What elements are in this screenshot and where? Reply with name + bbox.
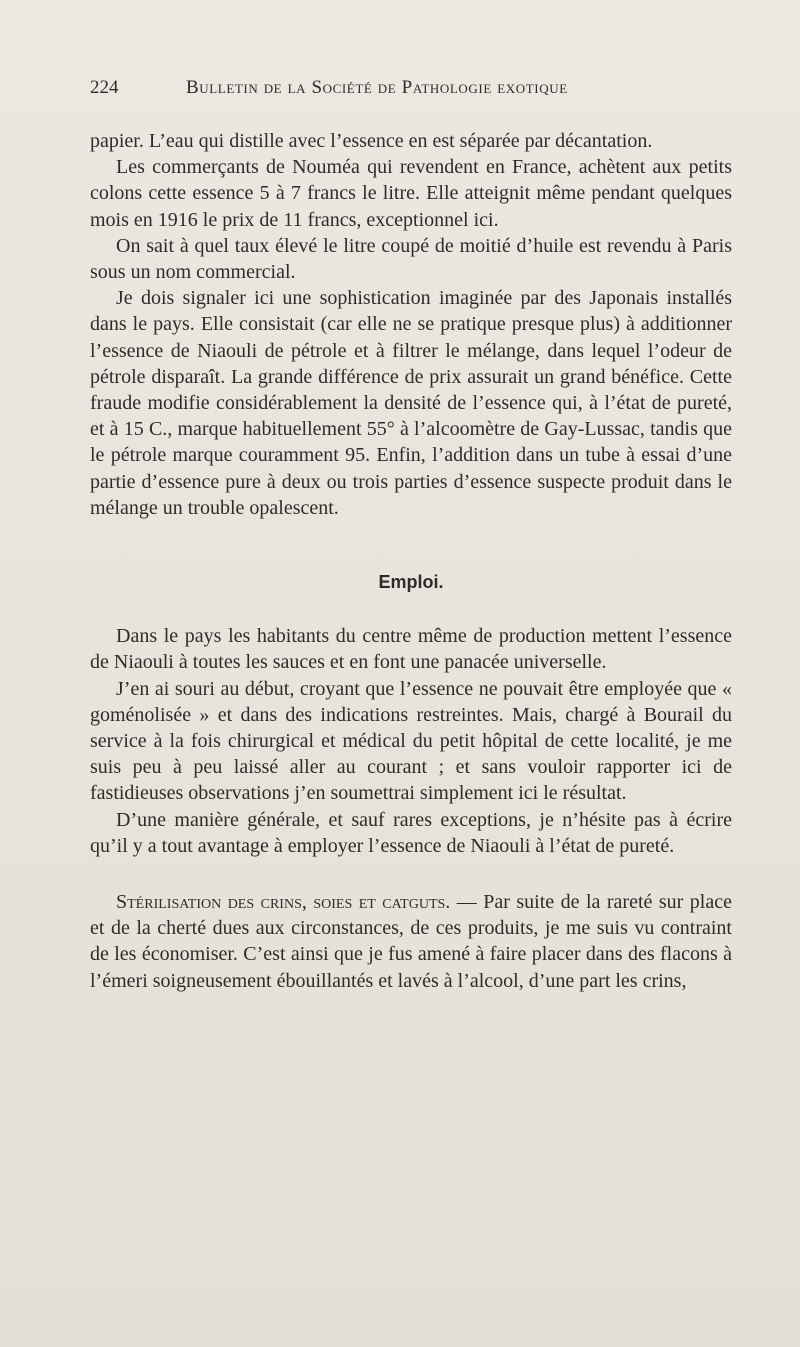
paragraph <box>90 889 732 994</box>
paragraph: Les commerçants de Nouméa qui revendent en France, achètent aux petits colons cette essence 5 à 7 francs le litre. Elle atteignit même pendant quelques mois en 1916 le prix de 11 francs, exceptionnel ici. <box>90 156 732 231</box>
paragraph: papier. L’eau qui distille avec l’essence en est séparée par décantation. <box>90 130 653 152</box>
section-heading: Emploi. <box>378 572 444 593</box>
paragraph: D’une manière générale, et sauf rares exceptions, je n’hésite pas à écrire qu’il y a tout avantage à employer l’essence de Niaouli à l’état de pureté. <box>90 808 732 857</box>
paragraph-text: — Par suite de la rareté sur place et de la cherté dues aux circonstances, de ces produits, je me suis vu contraint de les économiser. C’est ainsi que je fus amené à faire placer dans des flacons à l’émeri soigneusement ébouillantés et lavés à l’alcool, d’une part les crins, <box>90 891 732 992</box>
page-number: 224 <box>90 77 119 98</box>
body-text <box>90 128 732 994</box>
journal-title: Bulletin de la Société de Pathologie exotique <box>186 77 568 98</box>
run-in-title: Stérilisation des crins, soies et catguts. <box>116 891 451 914</box>
paragraph: Dans le pays les habitants du centre même de production mettent l’essence de Niaouli à toutes les sauces et en font une panacée universelle. <box>90 625 732 674</box>
paragraph: J’en ai souri au début, croyant que l’essence ne pouvait être employée que « goménolisée » et dans des indications restreintes. Mais, chargé à Bourail du service à la fois chirurgical et médical du petit hôpital de cette localité, je me suis peu à peu laissé aller au courant ; et sans vouloir rapporter ici de fastidieuses observations j’en soumettrai simplement ici le résultat. <box>90 677 732 805</box>
paragraph: On sait à quel taux élevé le litre coupé de moitié d’huile est revendu à Paris sous un nom commercial. <box>90 234 732 284</box>
paragraph: Je dois signaler ici une sophistication imaginée par des Japonais installés dans le pays. Elle consistait (car elle ne se pratique presque plus) à additionner l’essence de Niaouli de pétrole et à filtrer le mélange, dans lequel l’odeur de pétrole disparaît. La grande différence de prix assurait un grand bénéfice. Cette fraude modifie considérablement la densité de l’essence qui, à l’état de pureté, et à 15 C., marque habituellement 55° à l’alcoomètre de Gay-Lussac, tandis que le pétrole marque couramment 95. Enfin, l’addition dans un tube à essai d’une partie d’essence pure à deux ou trois parties d’essence suspecte produit dans le mélange un trouble opalescent. <box>90 287 732 519</box>
